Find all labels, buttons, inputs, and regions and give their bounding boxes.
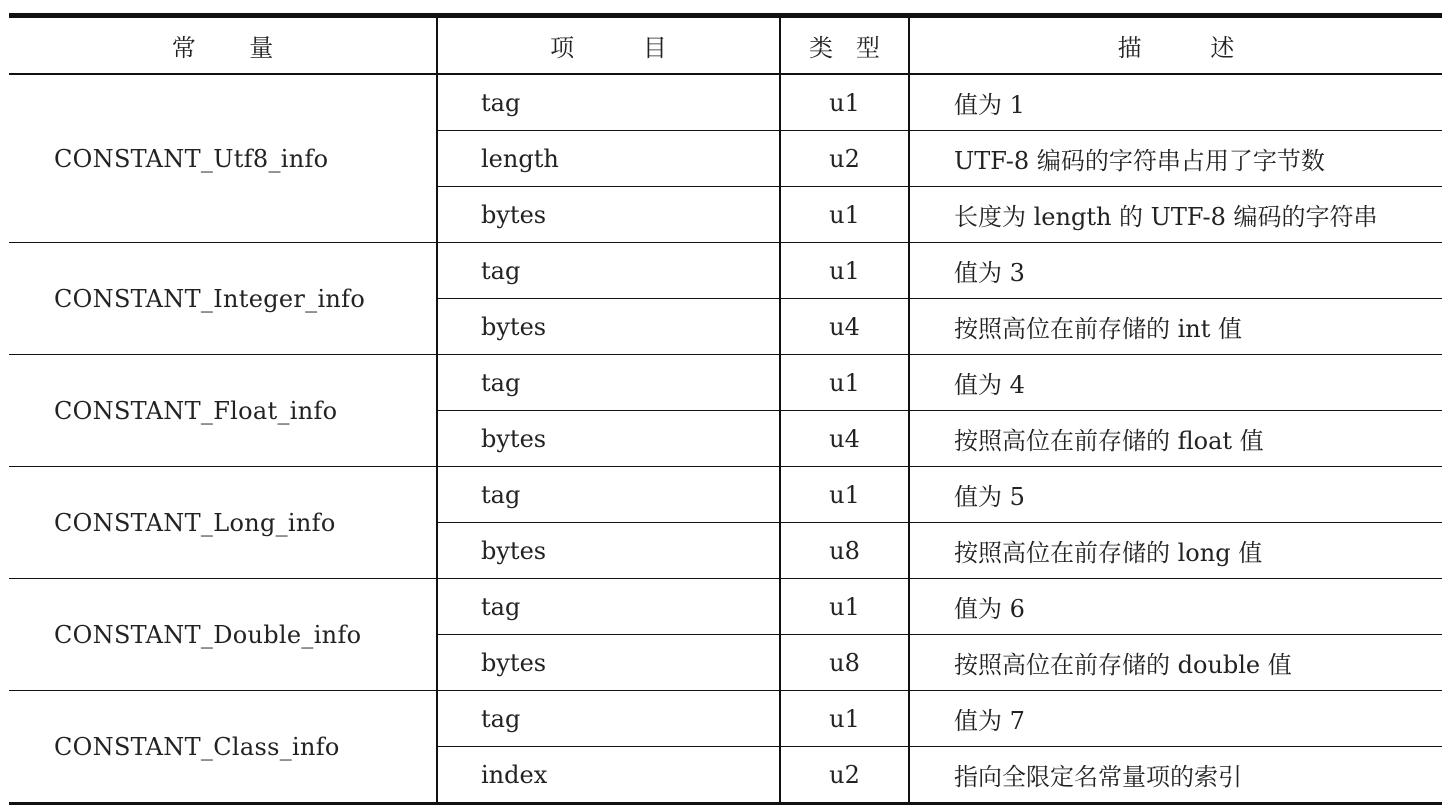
item-cell: tag	[437, 243, 780, 299]
item-cell: tag	[437, 579, 780, 635]
constant-name-cell: CONSTANT_Integer_info	[9, 243, 437, 355]
constant-pool-table	[9, 13, 1442, 805]
header-row	[9, 16, 1442, 75]
constant-name-cell: CONSTANT_Utf8_info	[9, 74, 437, 243]
description-cell: 值为 1	[909, 74, 1442, 131]
constant-name-cell: CONSTANT_Class_info	[9, 691, 437, 804]
description-cell: UTF-8 编码的字符串占用了字节数	[909, 131, 1442, 187]
table-row	[9, 243, 1442, 299]
table-body	[9, 74, 1442, 804]
description-cell: 指向全限定名常量项的索引	[909, 747, 1442, 804]
description-cell: 长度为 length 的 UTF-8 编码的字符串	[909, 187, 1442, 243]
description-cell: 值为 6	[909, 579, 1442, 635]
description-cell: 按照高位在前存储的 int 值	[909, 299, 1442, 355]
table-row	[9, 579, 1442, 635]
type-cell: u4	[780, 411, 909, 467]
item-cell: bytes	[437, 299, 780, 355]
description-cell: 值为 4	[909, 355, 1442, 411]
constant-name-cell: CONSTANT_Float_info	[9, 355, 437, 467]
header-constant: 常 量	[9, 16, 437, 75]
header-type: 类 型	[780, 16, 909, 75]
header-item: 项 目	[437, 16, 780, 75]
item-cell: tag	[437, 691, 780, 747]
constant-name-cell: CONSTANT_Long_info	[9, 467, 437, 579]
item-cell: index	[437, 747, 780, 804]
type-cell: u8	[780, 635, 909, 691]
constant-name-cell: CONSTANT_Double_info	[9, 579, 437, 691]
type-cell: u1	[780, 579, 909, 635]
item-cell: length	[437, 131, 780, 187]
item-cell: bytes	[437, 635, 780, 691]
type-cell: u1	[780, 467, 909, 523]
type-cell: u2	[780, 747, 909, 804]
table-row	[9, 691, 1442, 747]
table-row	[9, 74, 1442, 131]
item-cell: tag	[437, 74, 780, 131]
type-cell: u4	[780, 299, 909, 355]
type-cell: u8	[780, 523, 909, 579]
item-cell: bytes	[437, 187, 780, 243]
table-row	[9, 467, 1442, 523]
description-cell: 值为 7	[909, 691, 1442, 747]
description-cell: 值为 3	[909, 243, 1442, 299]
type-cell: u1	[780, 691, 909, 747]
table-row	[9, 355, 1442, 411]
type-cell: u2	[780, 131, 909, 187]
item-cell: bytes	[437, 411, 780, 467]
item-cell: tag	[437, 467, 780, 523]
table-header	[9, 16, 1442, 75]
description-cell: 按照高位在前存储的 long 值	[909, 523, 1442, 579]
description-cell: 按照高位在前存储的 float 值	[909, 411, 1442, 467]
description-cell: 按照高位在前存储的 double 值	[909, 635, 1442, 691]
type-cell: u1	[780, 74, 909, 131]
type-cell: u1	[780, 243, 909, 299]
type-cell: u1	[780, 187, 909, 243]
item-cell: bytes	[437, 523, 780, 579]
description-cell: 值为 5	[909, 467, 1442, 523]
header-description: 描 述	[909, 16, 1442, 75]
type-cell: u1	[780, 355, 909, 411]
item-cell: tag	[437, 355, 780, 411]
